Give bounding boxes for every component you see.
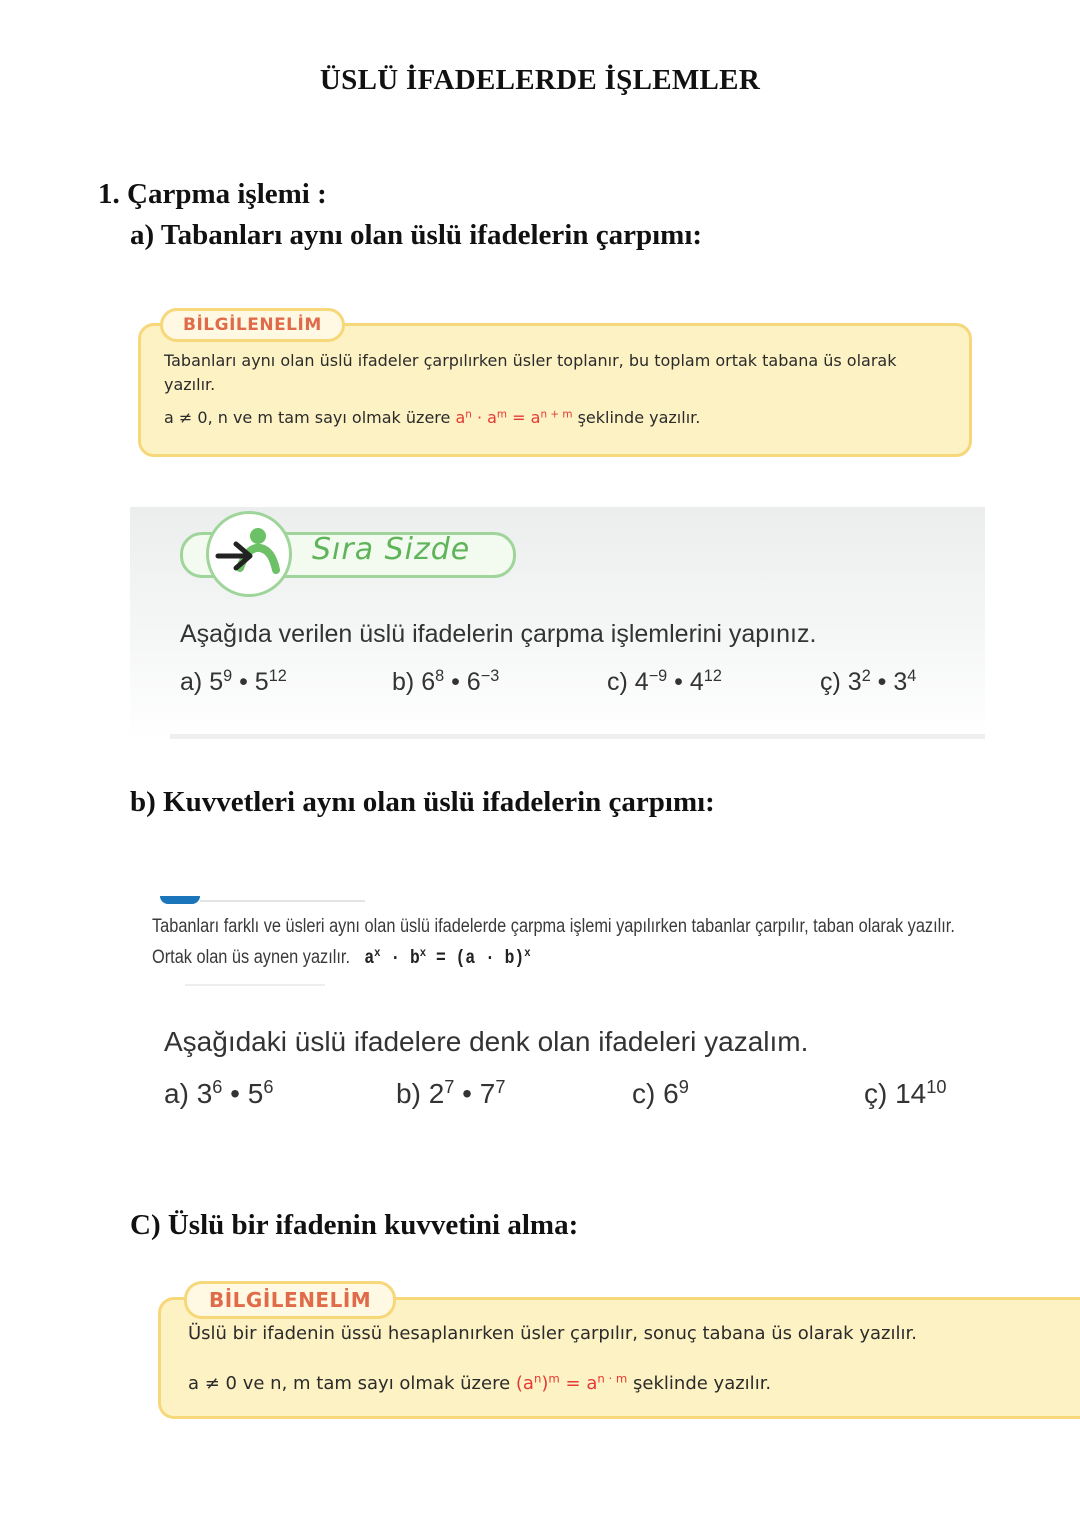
info-line: yazılır.	[164, 375, 216, 394]
example2-item-c: c) $6^9$	[632, 1077, 689, 1109]
subheading-power-of-power: C) Üslü bir ifadenin kuvvetini alma:	[130, 1209, 579, 1241]
exercise-item-c-cedilla: ç) $3^2$ • $3^4$	[820, 667, 917, 696]
info3-rule	[188, 1372, 1068, 1396]
rule-formula: $(a^n)^m = a^{n \cdot m}$	[515, 1371, 628, 1394]
info3-line: Üslü bir ifadenin üssü hesaplanırken üsler çarpılır, sonuç tabana üs olarak yazılır.	[188, 1323, 917, 1344]
info2-top-rule	[200, 900, 365, 902]
info2-line2	[152, 947, 531, 969]
exercise-instruction: Aşağıda verilen üslü ifadelerin çarpma işlemlerini yapınız.	[180, 620, 817, 648]
info2-bottom-rule	[185, 984, 325, 986]
example2-item-a: a) $3^6$ • $5^6$	[164, 1077, 274, 1109]
info3-text	[188, 1322, 1068, 1396]
info-tag: BİLGİLENELİM	[160, 308, 345, 342]
page-title: ÜSLÜ İFADELERDE İŞLEMLER	[319, 64, 761, 96]
rule-prefix: a ≠ 0 ve n, m tam sayı olmak üzere	[188, 1373, 511, 1394]
info2-line1: Tabanları farklı ve üsleri aynı olan üslü ifadelerde çarpma işlemi yapılırken tabanlar çarpılır, taban olarak yazılır.	[152, 916, 955, 937]
section-heading-multiplication: 1. Çarpma işlemi :	[98, 178, 327, 210]
info-tag: BİLGİLENELİM	[184, 1281, 396, 1319]
info2-line2-text: Ortak olan üs aynen yazılır.	[152, 947, 351, 968]
info-line: Tabanları aynı olan üslü ifadeler çarpılırken üsler toplanır, bu toplam ortak tabana üs olarak	[164, 351, 897, 370]
example2-item-c-cedilla: ç) $14^{10}$	[864, 1077, 947, 1109]
rule-prefix: a ≠ 0, n ve m tam sayı olmak üzere	[164, 408, 451, 427]
info2-formula: $a^x \cdot b^x = (a \cdot b)^x$	[354, 946, 531, 969]
example2-instruction: Aşağıdaki üslü ifadelere denk olan ifadeleri yazalım.	[164, 1026, 809, 1057]
info2-corner-decoration	[160, 896, 200, 904]
subheading-same-base: a) Tabanları aynı olan üslü ifadelerin çarpımı:	[130, 219, 703, 251]
subheading-same-exponent: b) Kuvvetleri aynı olan üslü ifadelerin çarpımı:	[130, 786, 715, 818]
person-arrow-icon	[214, 524, 280, 580]
rule-suffix: şeklinde yazılır.	[633, 1373, 772, 1394]
info-text	[164, 349, 954, 430]
example2-item-b: b) $2^7$ • $7^7$	[396, 1077, 506, 1109]
panel-divider	[170, 734, 985, 739]
rule-suffix: şeklinde yazılır.	[577, 408, 701, 427]
info-rule	[164, 406, 954, 430]
exercise-item-b: b) $6^8$ • $6^{-3}$	[392, 667, 500, 696]
exercise-item-c: c) $4^{-9}$ • $4^{12}$	[607, 667, 722, 696]
rule-formula: $a^n \cdot a^m = a^{n + m}$	[455, 408, 573, 427]
sira-sizde-label: Sıra Sizde	[312, 532, 471, 567]
exercise-item-a: a) $5^9$ • $5^{12}$	[180, 667, 287, 696]
